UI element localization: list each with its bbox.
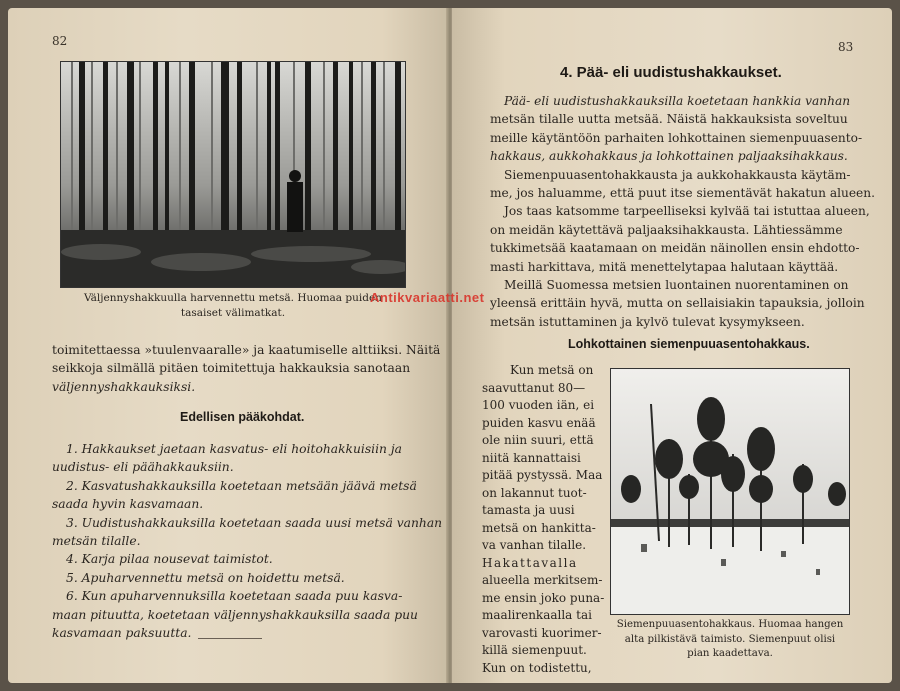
section-divider — [198, 638, 262, 639]
text-line: Siemenpuuasentohakkausta ja aukkohakkausta käytäm- — [504, 167, 851, 182]
text-line: tamasta ja uusi — [482, 503, 575, 517]
forest-photo — [60, 61, 406, 288]
caption-line: Siemenpuuasentohakkaus. Huomaa hangen — [616, 619, 844, 630]
page-number-left: 82 — [52, 34, 68, 48]
watermark: Antikvariaatti.net — [370, 290, 485, 305]
list-item: maan pituutta, koetetaan väljennyshakkauksilla saada puu — [52, 607, 418, 622]
text-line: pitää pystyssä. Maa — [482, 468, 603, 482]
text-line: metsän tilalle uutta metsää. Näistä hakkauksista soveltuu — [490, 112, 848, 127]
text-line: me, jos haluamme, että puut itse siementävät hakatun alueen. — [490, 186, 875, 201]
caption-line: tasaiset välimatkat. — [180, 307, 286, 319]
list-item: 1. Hakkaukset jaetaan kasvatus- eli hoitohakkuisiin ja — [66, 442, 403, 456]
text-line: seikkoja silmällä pitäen toimitettuja hakkauksia sanotaan — [52, 361, 411, 376]
left-page — [8, 8, 448, 683]
column-text — [482, 362, 604, 677]
body-paragraph-left — [52, 341, 440, 396]
text-line: Jos taas katsomme tarpeelliseksi kylvää tai istuttaa alueen, — [504, 204, 870, 219]
right-page — [452, 8, 892, 683]
chapter-heading: 4. Pää- eli uudistushakkaukset. — [560, 64, 782, 81]
text-line: Pää- eli uudistushakkauksilla koetetaan hankkia vanhan — [504, 94, 851, 108]
text-line: Kun on todistettu, — [482, 660, 592, 675]
text-line: puiden kasvu enää — [482, 415, 596, 430]
summary-heading: Edellisen pääkohdat. — [180, 410, 305, 424]
photo-caption-left — [48, 291, 418, 321]
list-item: 5. Apuharvennettu metsä on hoidettu metsä. — [66, 570, 345, 585]
text-line: me ensin joko puna- — [482, 590, 605, 605]
text-line: Meillä Suomessa metsien luontainen nuorentaminen on — [504, 278, 849, 293]
text-line: toimitettaessa »tuulenvaaralle» ja kaatumiselle alttiiksi. Näitä — [52, 343, 441, 357]
text-line: yleensä erittäin hyvä, mutta on sellaisiakin tapauksia, jolloin — [490, 296, 865, 311]
snow-clearing-photo — [610, 368, 850, 615]
caption-line: pian kaadettava. — [687, 648, 773, 659]
list-item: 2. Kasvatushakkauksilla koetetaan metsään jäävä metsä — [66, 478, 417, 493]
seed-tree-cutting-illustration — [611, 369, 849, 614]
text-line: masti harkittava, mitä menettelytapaa halutaan käyttää. — [490, 259, 839, 274]
summary-list — [52, 440, 442, 642]
list-item: uudistus- eli päähakkauksiin. — [52, 460, 234, 475]
text-line: metsä on hankitta- — [482, 520, 596, 535]
text-line: saavuttanut 80— — [482, 380, 586, 395]
text-line: Kun metsä on — [510, 363, 594, 377]
list-item: 6. Kun apuharvennuksilla koetetaan saada puu kasva- — [66, 589, 403, 604]
text-line: ole niin suuri, että — [482, 433, 594, 447]
text-line: väljennyshakkauksiksi. — [52, 379, 196, 394]
thinned-forest-illustration — [61, 62, 405, 287]
text-line: Hakattavalla — [482, 555, 578, 570]
text-line: on meidän käytettävä paljaaksihakkausta. Lähtiessämme — [490, 222, 843, 237]
list-item: 3. Uudistushakkauksilla koetetaan saada uusi metsä vanhan — [66, 515, 443, 530]
text-line: niitä kannattaisi — [482, 450, 581, 465]
text-line: maalirenkaalla tai — [482, 608, 592, 622]
text-line: va vanhan tilalle. — [482, 538, 587, 552]
text-line: metsän istuttaminen ja kylvö tulevat kysymykseen. — [490, 314, 805, 329]
list-item: 4. Karja pilaa nousevat taimistot. — [66, 552, 273, 567]
list-item: saada hyvin kasvamaan. — [52, 497, 204, 512]
section-heading: Lohkottainen siemenpuuasentohakkaus. — [568, 337, 810, 351]
text-line: meille käytäntöön parhaiten lohkottainen siemenpuuasento- — [490, 130, 863, 145]
photo-caption-right — [602, 618, 858, 662]
caption-line: alta pilkistävä taimisto. Siemenpuut olisi — [624, 633, 836, 645]
text-line: alueella merkitsem- — [482, 573, 603, 587]
caption-line: Väljennyshakkuulla harvennettu metsä. Huomaa puiden — [84, 292, 382, 304]
page-number-right: 83 — [838, 40, 854, 54]
text-line: tukkimetsää kaatamaan on meidän näinollen ensin ehdotto- — [490, 241, 860, 256]
list-item: kasvamaan paksuutta. — [52, 626, 192, 641]
text-line: killä siemenpuut. — [482, 643, 587, 657]
text-line: on lakannut tuot- — [482, 485, 587, 500]
text-line: 100 vuoden iän, ei — [482, 398, 595, 412]
intro-text — [490, 92, 875, 331]
text-line: hakkaus, aukkohakkaus ja lohkottainen paljaaksihakkaus. — [490, 149, 848, 164]
text-line: varovasti kuorimer- — [482, 625, 602, 640]
list-item: metsän tilalle. — [52, 534, 141, 549]
